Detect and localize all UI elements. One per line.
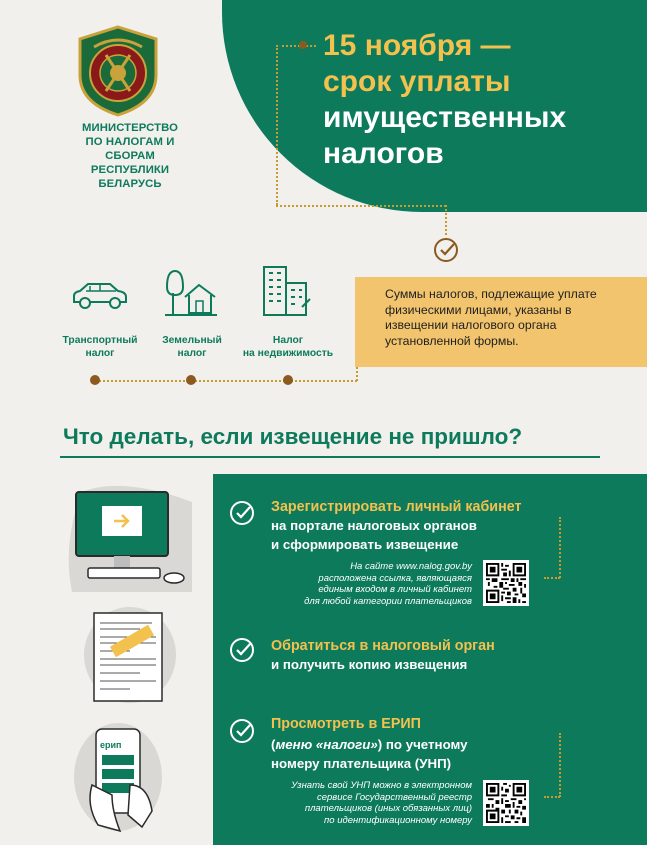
phone-hand-illustration (72, 715, 172, 833)
dotted-connector (544, 577, 560, 579)
section-question: Что делать, если извещение не пришло? (63, 424, 523, 449)
step1-title: Зарегистрировать личный кабинет (271, 499, 522, 515)
note-line: по идентификационному номеру (324, 814, 472, 826)
note-line: единым входом в личный кабинет (318, 584, 472, 595)
dotted-connector (95, 380, 357, 382)
house-tree-icon (163, 267, 219, 317)
ministry-line: РЕСПУБЛИКИ БЕЛАРУСЬ (90, 164, 170, 190)
sub-rest: ) по учетному (377, 737, 468, 752)
dotted-connector (544, 796, 560, 798)
headline-date: 15 ноября — (323, 29, 511, 62)
ministry-line: МИНИСТЕРСТВО (81, 122, 178, 134)
check-circle-icon (229, 718, 255, 744)
note-line: Узнать свой УНП можно в электронном (291, 780, 472, 791)
step3-note (272, 780, 472, 826)
tax-label-line: Земельный (162, 335, 222, 346)
tax-label-line: Налог (272, 335, 304, 346)
step3-sub1 (271, 735, 468, 754)
info-box (355, 277, 647, 367)
tax-label-line: Транспортный (62, 335, 138, 346)
dotted-connector (276, 45, 278, 205)
note-line: сервисе Государственный реестр (316, 791, 472, 803)
dotted-connector (559, 517, 561, 578)
dotted-connector (356, 367, 358, 381)
connector-dot (299, 41, 307, 49)
document-illustration (80, 605, 180, 705)
step1-note (290, 561, 472, 607)
headline-line3: имущественных (323, 101, 567, 134)
tax-label-line: налог (85, 348, 115, 359)
headline (323, 28, 566, 172)
note-line: плательщиков (иных обязанных лиц) (304, 803, 472, 814)
dotted-connector (445, 205, 447, 235)
step2-sub1: и получить копию извещения (271, 657, 468, 672)
headline-line4: налогов (323, 137, 444, 170)
building-icon (258, 263, 314, 317)
info-text: Суммы налогов, подлежащие уплате физическими лицами, указаны в извещении налогового органа установленной формы. (385, 287, 597, 348)
menu-taxes-hint: меню «налоги» (275, 737, 378, 752)
check-circle-icon (229, 637, 255, 663)
check-circle-icon (229, 500, 255, 526)
step1-sub1: на портале налоговых органов (271, 518, 477, 533)
tax-label-realty (236, 334, 340, 360)
computer-illustration (62, 482, 208, 594)
dotted-connector (276, 205, 446, 207)
tax-label-line: налог (177, 348, 207, 359)
ministry-line: ПО НАЛОГАМ И СБОРАМ (85, 136, 175, 162)
car-icon (70, 280, 130, 312)
tax-label-transport (55, 334, 145, 360)
timeline-dot (186, 375, 196, 385)
step2-title: Обратиться в налоговый орган (271, 638, 495, 654)
check-circle-icon (433, 237, 459, 263)
qr-code-erip[interactable] (483, 780, 529, 826)
note-line: для любой категории плательщиков (304, 595, 472, 607)
erip-logo-text: ерип (100, 740, 122, 750)
paren-open: ( (271, 737, 276, 752)
step1-sub2: и сформировать извещение (271, 537, 459, 552)
timeline-dot (90, 375, 100, 385)
question-underline (60, 456, 600, 458)
headline-line2: срок уплаты (323, 65, 511, 98)
note-line: расположена ссылка, являющаяся (318, 572, 472, 584)
ministry-emblem-logo (76, 25, 160, 117)
step3-title: Просмотреть в ЕРИП (271, 716, 421, 732)
dotted-connector (559, 733, 561, 797)
timeline-dot (283, 375, 293, 385)
note-line: На сайте www.nalog.gov.by (350, 561, 472, 572)
tax-label-line: на недвижимость (242, 348, 334, 359)
tax-label-land (148, 334, 236, 360)
ministry-name (60, 121, 200, 191)
qr-code-nalog[interactable] (483, 560, 529, 606)
step3-sub2: номеру плательщика (УНП) (271, 756, 452, 771)
